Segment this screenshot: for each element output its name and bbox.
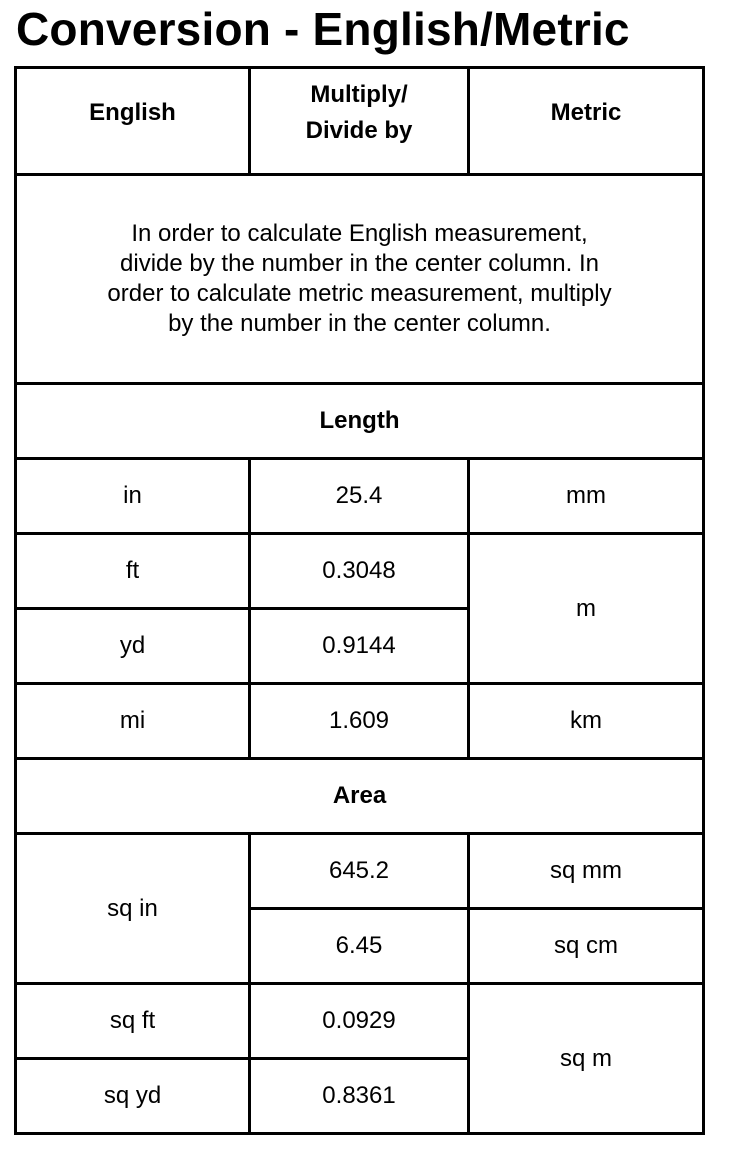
metric-unit: sq cm bbox=[469, 909, 704, 984]
english-unit: mi bbox=[16, 684, 250, 759]
table-row bbox=[16, 684, 704, 759]
intro-text bbox=[16, 175, 704, 384]
intro-line-4: by the number in the center column. bbox=[168, 310, 551, 337]
metric-unit: sq m bbox=[469, 984, 704, 1134]
metric-unit: km bbox=[469, 684, 704, 759]
intro-row bbox=[16, 175, 704, 384]
header-metric-label: Metric bbox=[550, 99, 622, 126]
header-english bbox=[16, 68, 250, 175]
header-multiply-divide bbox=[250, 68, 469, 175]
conversion-factor: 25.4 bbox=[250, 459, 469, 534]
english-unit: in bbox=[16, 459, 250, 534]
conversion-factor: 0.9144 bbox=[250, 609, 469, 684]
english-unit: yd bbox=[16, 609, 250, 684]
table-row bbox=[16, 984, 704, 1059]
intro-line-2: divide by the number in the center column. In bbox=[120, 250, 599, 277]
page-title: Conversion - English/Metric bbox=[16, 3, 630, 55]
header-multiply-line1: Multiply/ bbox=[310, 81, 408, 108]
header-english-label: English bbox=[89, 99, 176, 126]
table-row bbox=[16, 534, 704, 609]
english-unit: sq yd bbox=[16, 1059, 250, 1134]
table-row bbox=[16, 834, 704, 909]
table-row bbox=[16, 459, 704, 534]
metric-unit: m bbox=[469, 534, 704, 684]
intro-line-3: order to calculate metric measurement, multiply bbox=[107, 280, 612, 307]
section-length-label: Length bbox=[16, 384, 704, 459]
intro-line-1: In order to calculate English measurement, bbox=[131, 220, 588, 247]
conversion-factor: 1.609 bbox=[250, 684, 469, 759]
metric-unit: sq mm bbox=[469, 834, 704, 909]
conversion-factor: 0.8361 bbox=[250, 1059, 469, 1134]
metric-unit: mm bbox=[469, 459, 704, 534]
conversion-factor: 645.2 bbox=[250, 834, 469, 909]
english-unit: ft bbox=[16, 534, 250, 609]
header-row bbox=[16, 68, 704, 175]
conversion-factor: 6.45 bbox=[250, 909, 469, 984]
conversion-factor: 0.0929 bbox=[250, 984, 469, 1059]
section-length bbox=[16, 384, 704, 459]
conversion-factor: 0.3048 bbox=[250, 534, 469, 609]
section-area-label: Area bbox=[16, 759, 704, 834]
english-unit: sq ft bbox=[16, 984, 250, 1059]
header-multiply-line2: Divide by bbox=[305, 117, 413, 144]
section-area bbox=[16, 759, 704, 834]
english-unit: sq in bbox=[16, 834, 250, 984]
conversion-table bbox=[14, 66, 705, 1135]
header-metric bbox=[469, 68, 704, 175]
